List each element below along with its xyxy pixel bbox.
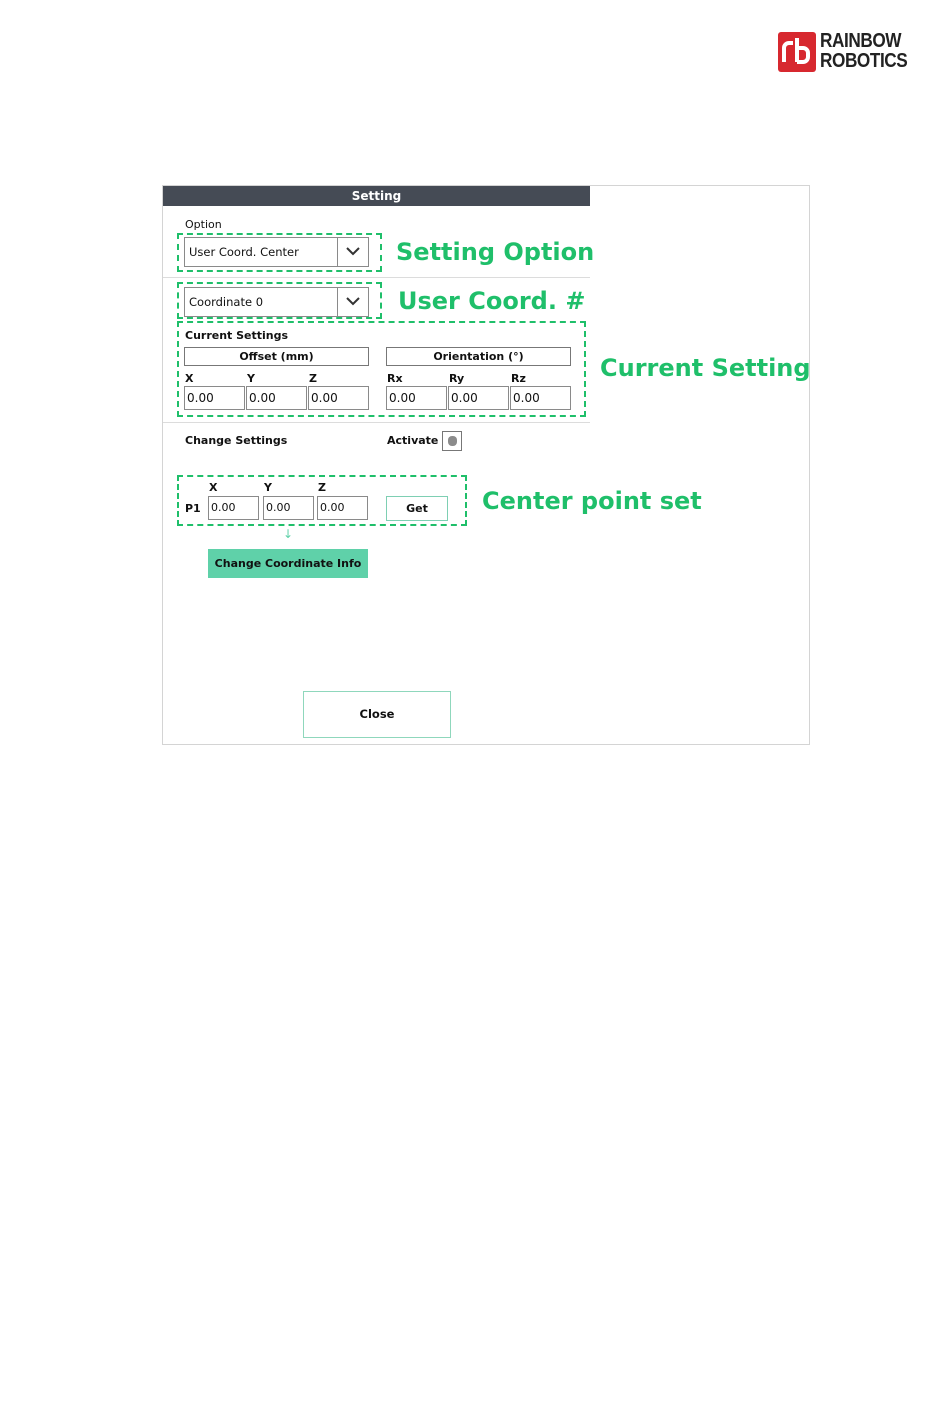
current-rx-field[interactable]: 0.00 (386, 386, 447, 410)
logo-text (820, 31, 907, 71)
change-settings-label: Change Settings (185, 434, 288, 447)
current-x-field[interactable]: 0.00 (184, 386, 245, 410)
arrow-down-icon: ↓ (283, 527, 294, 541)
divider (163, 277, 590, 278)
logo-line-1: RAINBOW (820, 30, 902, 52)
setting-option-highlight (177, 233, 382, 272)
ry-label: Ry (449, 372, 465, 385)
logo-line-2: ROBOTICS (820, 50, 908, 72)
get-button[interactable]: Get (386, 496, 448, 521)
p1-x-field[interactable]: 0.00 (208, 496, 259, 520)
activate-checkbox[interactable] (442, 431, 462, 451)
p1-x-label: X (209, 481, 218, 494)
current-rz-field[interactable]: 0.00 (510, 386, 571, 410)
change-coordinate-info-button[interactable]: Change Coordinate Info (208, 549, 368, 578)
activate-label: Activate (387, 434, 439, 447)
user-coord-highlight (177, 282, 382, 319)
orientation-header: Orientation (°) (386, 347, 571, 366)
center-point-highlight (177, 475, 467, 526)
current-setting-highlight (177, 321, 586, 417)
rx-label: Rx (387, 372, 403, 385)
p1-y-field[interactable]: 0.00 (263, 496, 314, 520)
p1-y-label: Y (264, 481, 272, 494)
rz-label: Rz (511, 372, 526, 385)
current-y-field[interactable]: 0.00 (246, 386, 307, 410)
current-setting-annotation: Current Setting (600, 354, 811, 382)
p1-z-label: Z (318, 481, 326, 494)
current-ry-field[interactable]: 0.00 (448, 386, 509, 410)
dialog-title: Setting (163, 186, 590, 206)
p1-label: P1 (185, 502, 201, 515)
option-label: Option (185, 218, 222, 231)
current-z-field[interactable]: 0.00 (308, 386, 369, 410)
divider (163, 422, 590, 423)
rb-logo-icon (778, 32, 816, 72)
setting-option-annotation: Setting Option (396, 238, 595, 266)
center-point-annotation: Center point set (482, 487, 702, 515)
offset-header: Offset (mm) (184, 347, 369, 366)
close-button[interactable]: Close (303, 691, 451, 738)
y-label: Y (247, 372, 255, 385)
current-settings-label: Current Settings (185, 329, 289, 342)
z-label: Z (309, 372, 317, 385)
x-label: X (185, 372, 194, 385)
coordinate-select-value: Coordinate 0 (189, 295, 264, 309)
p1-z-field[interactable]: 0.00 (317, 496, 368, 520)
checkbox-indicator (448, 436, 457, 446)
rainbow-robotics-logo (778, 31, 908, 73)
option-select-value: User Coord. Center (189, 245, 299, 259)
user-coord-annotation: User Coord. # (398, 287, 586, 315)
